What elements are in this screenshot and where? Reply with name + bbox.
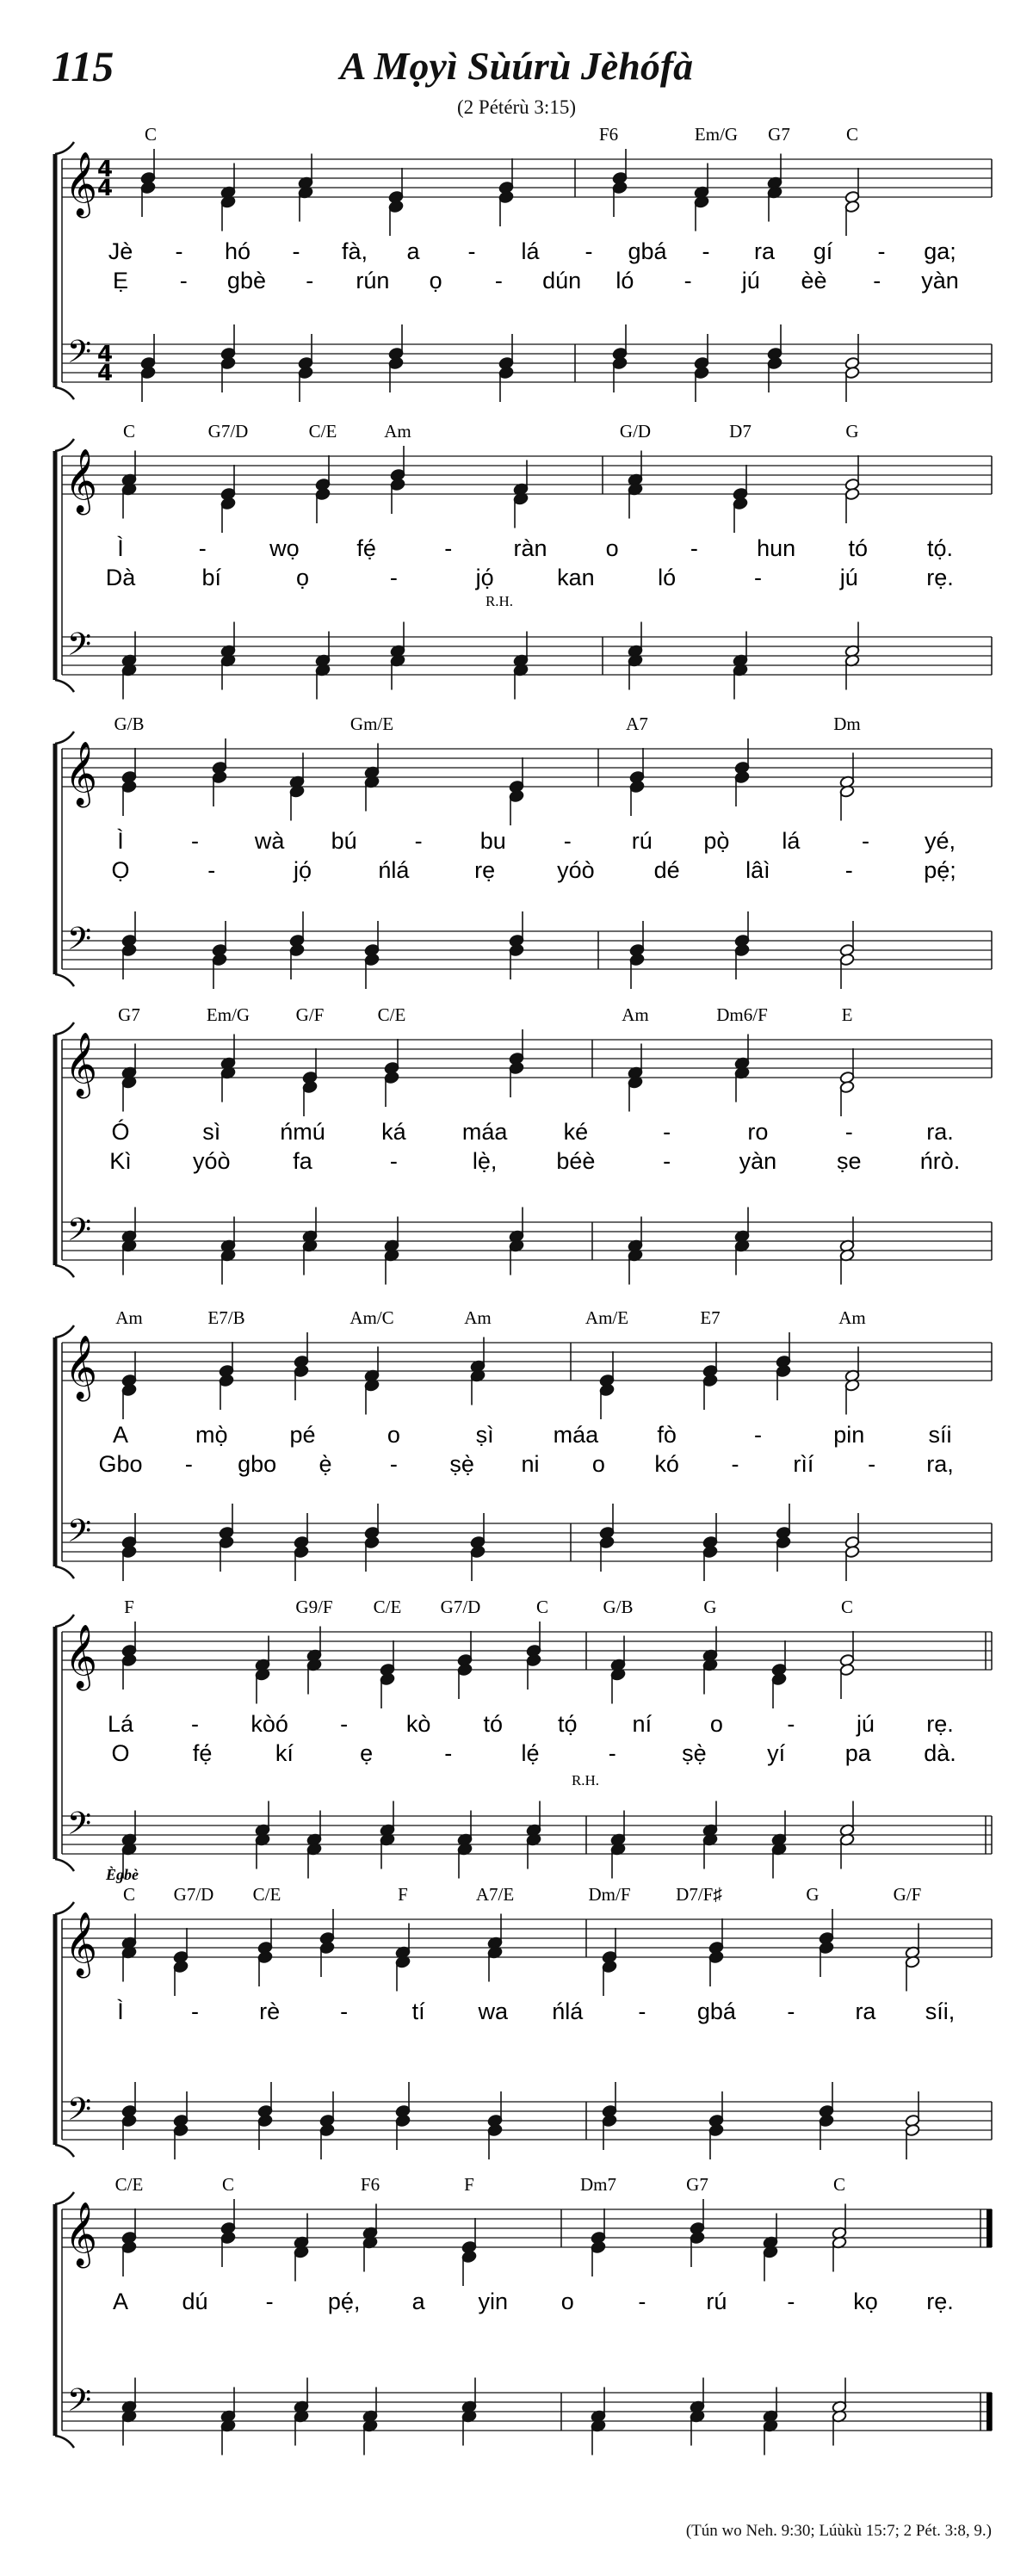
- lyric-syllable: yóò: [557, 857, 595, 883]
- chord-symbol: E: [841, 1004, 853, 1025]
- chord-symbol: G: [845, 421, 859, 442]
- lyric-syllable: kòó: [251, 1711, 288, 1737]
- lyric-hyphen: -: [663, 1119, 671, 1145]
- lyric-hyphen: -: [731, 1451, 739, 1477]
- lyric-syllable: rè: [259, 1998, 281, 2024]
- chord-symbol: G7: [118, 1004, 140, 1025]
- treble-clef: 𝄞: [65, 152, 97, 216]
- lyric-syllable: sì: [202, 1119, 221, 1145]
- scripture-reference: (2 Pétérù 3:15): [457, 96, 576, 118]
- chord-symbol: C/E: [252, 1884, 281, 1905]
- treble-clef: 𝄞: [65, 1336, 97, 1399]
- lyric-hyphen: -: [444, 535, 453, 561]
- footer-references: (Tún wo Neh. 9:30; Lúùkù 15:7; 2 Pét. 3:8, 9.): [685, 2522, 992, 2540]
- lyric-syllable: yóò: [193, 1148, 231, 1174]
- chord-symbol: G7: [686, 2174, 708, 2195]
- lyric-hyphen: -: [444, 1740, 453, 1766]
- lyric-syllable: ké: [563, 1119, 589, 1145]
- lyric-syllable: kan: [557, 565, 595, 590]
- lyric-hyphen: -: [467, 238, 476, 264]
- lyric-hyphen: -: [844, 1119, 853, 1145]
- lyric-hyphen: -: [494, 268, 503, 293]
- lyric-syllable: lâì: [745, 857, 770, 883]
- lyric-syllable: hó: [224, 238, 251, 264]
- right-hand-mark: R.H.: [571, 1772, 600, 1788]
- bracket-bottom-hook: [55, 387, 74, 399]
- lyric-hyphen: -: [179, 268, 188, 293]
- lyric-syllable: dé: [653, 857, 680, 883]
- lyric-syllable: ra: [753, 238, 776, 264]
- lyric-hyphen: -: [877, 238, 886, 264]
- lyric-hyphen: -: [389, 1148, 398, 1174]
- bracket-bottom-hook: [55, 680, 74, 692]
- lyric-syllable: kọ: [853, 2289, 878, 2314]
- lyric-syllable: yàn: [921, 268, 959, 293]
- chord-symbol: A7: [626, 713, 648, 734]
- lyric-hyphen: -: [585, 238, 593, 264]
- lyric-syllable: pé: [289, 1422, 316, 1448]
- lyric-syllable: rẹ.: [926, 1711, 954, 1737]
- chord-symbol: G7/D: [207, 421, 249, 442]
- lyric-syllable: tọ́.: [926, 535, 954, 561]
- lyric-hyphen: -: [175, 238, 183, 264]
- right-hand-mark: R.H.: [485, 593, 514, 609]
- chord-symbol: G7/D: [173, 1884, 214, 1905]
- lyric-syllable: wa: [478, 1998, 508, 2024]
- time-signature-bottom: 4: [96, 176, 114, 201]
- lyric-hyphen: -: [191, 1998, 200, 2024]
- chord-symbol: D7: [729, 421, 752, 442]
- lyric-syllable: Ì: [117, 828, 124, 854]
- lyric-syllable: Ì: [117, 535, 124, 561]
- music-system: [55, 1597, 992, 1879]
- lyric-syllable: ló: [615, 268, 634, 293]
- lyric-syllable: pa: [844, 1740, 871, 1766]
- lyric-syllable: hun: [757, 535, 796, 561]
- lyric-syllable: Jè: [108, 238, 133, 264]
- chord-symbol: G: [806, 1884, 820, 1905]
- lyric-syllable: èè: [801, 268, 827, 293]
- lyric-syllable: ńlá: [552, 1998, 584, 2024]
- lyric-syllable: jú: [856, 1711, 875, 1737]
- chord-symbol: C/E: [373, 1597, 402, 1617]
- chord-symbol: C: [535, 1597, 549, 1617]
- treble-clef: 𝄞: [65, 742, 97, 806]
- treble-clef: 𝄞: [65, 1625, 97, 1689]
- chord-symbol: C: [845, 124, 859, 145]
- lyric-hyphen: -: [753, 565, 762, 590]
- treble-staff: [62, 2209, 992, 2247]
- lyric-syllable: wà: [254, 828, 285, 854]
- lyric-syllable: lẹ́: [521, 1740, 540, 1766]
- lyric-syllable: o: [605, 535, 619, 561]
- time-signature-top: 4: [96, 157, 114, 182]
- treble-staff: [62, 1919, 992, 1957]
- chord-symbol: F6: [598, 124, 619, 145]
- chord-symbol: G9/F: [295, 1597, 333, 1617]
- chord-symbol: E7: [700, 1307, 721, 1328]
- lyric-syllable: A: [112, 2289, 129, 2314]
- hymn-title: A Mọyì Sùúrù Jèhófà: [339, 44, 694, 88]
- chord-symbol: G7: [768, 124, 790, 145]
- lyric-hyphen: -: [868, 1451, 876, 1477]
- chord-symbol: E7/B: [207, 1307, 245, 1328]
- bass-staff: [62, 1816, 992, 1854]
- lyric-hyphen: -: [191, 1711, 200, 1737]
- lyric-syllable: dà.: [924, 1740, 956, 1766]
- lyric-syllable: ràn: [513, 535, 547, 561]
- music-system: [55, 421, 992, 700]
- lyric-syllable: lá: [782, 828, 801, 854]
- lyric-syllable: a: [411, 2289, 425, 2314]
- lyric-syllable: lá: [521, 238, 540, 264]
- chord-symbol: G/D: [619, 421, 652, 442]
- lyric-syllable: béè: [556, 1148, 596, 1174]
- lyric-syllable: o: [709, 1711, 723, 1737]
- chord-symbol: Am: [384, 421, 411, 442]
- chord-symbol: C/E: [114, 2174, 144, 2195]
- chord-symbol: C/E: [308, 421, 337, 442]
- lyric-syllable: wọ: [269, 535, 300, 561]
- lyric-syllable: tó: [483, 1711, 503, 1737]
- bass-staff: [62, 2393, 992, 2431]
- lyric-syllable: pẹ́,: [327, 2289, 361, 2314]
- chord-symbol: Gm/E: [349, 713, 394, 734]
- lyric-hyphen: -: [340, 1998, 349, 2024]
- chord-symbol: Em/G: [206, 1004, 251, 1025]
- lyric-syllable: fà,: [341, 238, 368, 264]
- chord-symbol: C: [144, 124, 158, 145]
- treble-clef: 𝄞: [65, 449, 97, 513]
- final-barline: [987, 2393, 992, 2431]
- lyric-syllable: a: [406, 238, 420, 264]
- bracket-bottom-hook: [55, 1566, 74, 1578]
- chord-symbol: G/B: [603, 1597, 634, 1617]
- bracket-bottom-hook: [55, 1265, 74, 1277]
- lyric-syllable: o: [591, 1451, 605, 1477]
- lyric-syllable: ṣẹ̀: [449, 1451, 474, 1477]
- lyric-syllable: Ì: [117, 1998, 124, 2024]
- chord-symbol: Am: [464, 1307, 492, 1328]
- bass-clef: 𝄢: [66, 627, 92, 670]
- bass-clef: 𝄢: [66, 334, 92, 378]
- lyric-hyphen: -: [690, 535, 698, 561]
- lyric-syllable: ní: [632, 1711, 653, 1737]
- lyric-syllable: ẹ̀: [319, 1451, 332, 1477]
- hymn-number: 115: [52, 42, 114, 90]
- chord-symbol: Am: [838, 1307, 866, 1328]
- lyric-syllable: yé,: [924, 828, 956, 854]
- chord-symbol: Am: [115, 1307, 143, 1328]
- lyric-syllable: rẹ.: [926, 2289, 954, 2314]
- lyric-syllable: pọ̀: [703, 828, 730, 854]
- lyric-syllable: gbá: [696, 1998, 736, 2024]
- lyric-syllable: ńlá: [378, 857, 410, 883]
- lyric-hyphen: -: [340, 1711, 349, 1737]
- lyric-hyphen: -: [207, 857, 216, 883]
- chord-symbol: G/F: [893, 1884, 922, 1905]
- lyric-syllable: rún: [356, 268, 390, 293]
- lyric-syllable: kí: [275, 1740, 294, 1766]
- chord-symbol: Am/C: [349, 1307, 394, 1328]
- lyric-syllable: jọ́: [475, 565, 494, 590]
- bracket-bottom-hook: [55, 1859, 74, 1871]
- chord-symbol: G/F: [295, 1004, 325, 1025]
- chord-symbol: G/B: [114, 713, 145, 734]
- lyric-syllable: ga;: [924, 238, 956, 264]
- music-system: [55, 2174, 992, 2456]
- lyric-syllable: o: [387, 1422, 400, 1448]
- lyric-syllable: Ẹ: [112, 268, 129, 293]
- lyric-syllable: jú: [741, 268, 760, 293]
- lyric-syllable: ṣì: [475, 1422, 494, 1448]
- lyric-syllable: ra.: [926, 1119, 954, 1145]
- music-system: [55, 1307, 992, 1581]
- lyric-syllable: máa: [461, 1119, 508, 1145]
- lyric-syllable: fẹ́: [192, 1740, 213, 1766]
- lyric-hyphen: -: [389, 565, 398, 590]
- lyric-hyphen: -: [292, 238, 300, 264]
- chord-symbol: Am: [622, 1004, 649, 1025]
- lyric-syllable: tí: [411, 1998, 425, 2024]
- lyric-syllable: gí: [813, 238, 833, 264]
- lyric-syllable: fẹ́: [356, 535, 376, 561]
- lyric-syllable: bú: [331, 828, 357, 854]
- lyric-hyphen: -: [787, 1998, 795, 2024]
- treble-clef: 𝄞: [65, 1033, 97, 1096]
- lyric-syllable: yin: [478, 2289, 508, 2314]
- lyric-hyphen: -: [844, 857, 853, 883]
- music-system: [55, 1865, 992, 2159]
- bass-clef: 𝄢: [66, 921, 92, 965]
- lyric-syllable: gbè: [226, 268, 266, 293]
- lyric-syllable: kò: [405, 1711, 431, 1737]
- music-system: [55, 124, 992, 402]
- chord-symbol: Dm: [833, 713, 861, 734]
- lyric-syllable: ló: [658, 565, 677, 590]
- lyric-syllable: Ọ: [111, 857, 130, 883]
- lyric-syllable: mọ̀: [195, 1422, 228, 1448]
- lyric-syllable: fò: [657, 1422, 677, 1448]
- lyric-syllable: ọ: [296, 565, 310, 590]
- lyric-syllable: ra,: [926, 1451, 954, 1477]
- lyric-syllable: rẹ: [474, 857, 496, 883]
- lyric-hyphen: -: [198, 535, 207, 561]
- bass-clef: 𝄢: [66, 1806, 92, 1850]
- lyric-syllable: ńmú: [280, 1119, 325, 1145]
- lyric-hyphen: -: [753, 1422, 762, 1448]
- chord-symbol: G: [703, 1597, 717, 1617]
- lyric-hyphen: -: [638, 2289, 646, 2314]
- lyric-syllable: lẹ̀,: [472, 1148, 498, 1174]
- lyric-syllable: síi: [928, 1422, 952, 1448]
- lyric-syllable: síi,: [925, 1998, 956, 2024]
- lyric-syllable: ńrò.: [919, 1148, 961, 1174]
- lyric-hyphen: -: [663, 1148, 671, 1174]
- lyric-syllable: jú: [839, 565, 858, 590]
- lyric-hyphen: -: [389, 1451, 398, 1477]
- treble-clef: 𝄞: [65, 2202, 97, 2266]
- chord-symbol: A7/E: [475, 1884, 515, 1905]
- lyric-hyphen: -: [414, 828, 423, 854]
- bass-clef: 𝄢: [66, 1212, 92, 1256]
- lyric-syllable: yí: [767, 1740, 786, 1766]
- lyric-hyphen: -: [702, 238, 710, 264]
- lyric-syllable: o: [560, 2289, 574, 2314]
- chord-symbol: Dm/F: [588, 1884, 631, 1905]
- lyric-syllable: ro: [747, 1119, 769, 1145]
- chord-symbol: C/E: [377, 1004, 406, 1025]
- treble-clef: 𝄞: [65, 1912, 97, 1976]
- lyric-syllable: Kì: [109, 1148, 132, 1174]
- chord-symbol: C: [122, 421, 136, 442]
- chord-symbol: C: [840, 1597, 854, 1617]
- chord-symbol: Dm6/F: [716, 1004, 768, 1025]
- lyric-hyphen: -: [638, 1998, 646, 2024]
- chord-symbol: F: [124, 1597, 134, 1617]
- chord-symbol: D7/F♯: [676, 1884, 722, 1905]
- chord-symbol: G7/D: [440, 1597, 481, 1617]
- lyric-syllable: tó: [848, 535, 869, 561]
- lyric-syllable: ṣẹ̀: [682, 1740, 707, 1766]
- chord-symbol: C: [832, 2174, 846, 2195]
- bracket-bottom-hook: [55, 2436, 74, 2448]
- lyric-syllable: Lá: [107, 1711, 134, 1737]
- lyric-hyphen: -: [306, 268, 314, 293]
- chord-symbol: C: [221, 2174, 235, 2195]
- chord-symbol: F6: [360, 2174, 380, 2195]
- lyric-hyphen: -: [787, 1711, 795, 1737]
- lyric-hyphen: -: [608, 1740, 616, 1766]
- bass-clef: 𝄢: [66, 1513, 92, 1557]
- time-signature-bottom: 4: [96, 361, 114, 386]
- lyric-syllable: gbo: [238, 1451, 277, 1477]
- lyric-hyphen: -: [265, 2289, 274, 2314]
- lyric-syllable: O: [111, 1740, 130, 1766]
- lyric-syllable: ni: [521, 1451, 540, 1477]
- lyric-syllable: Ó: [111, 1119, 130, 1145]
- chord-symbol: Em/G: [694, 124, 739, 145]
- music-system: [55, 1004, 992, 1285]
- chord-symbol: Dm7: [580, 2174, 616, 2195]
- lyric-hyphen: -: [787, 2289, 795, 2314]
- chord-symbol: C: [122, 1884, 136, 1905]
- lyric-hyphen: -: [184, 1451, 193, 1477]
- chord-symbol: F: [464, 2174, 474, 2195]
- lyric-syllable: rẹ.: [926, 565, 954, 590]
- lyric-syllable: ra: [855, 1998, 876, 2024]
- lyric-syllable: ẹ: [360, 1740, 374, 1766]
- treble-staff: [62, 1040, 992, 1078]
- lyric-syllable: yàn: [739, 1148, 777, 1174]
- final-barline: [987, 2209, 992, 2247]
- lyric-hyphen: -: [563, 828, 572, 854]
- lyric-syllable: A: [112, 1422, 129, 1448]
- bass-clef: 𝄢: [66, 2091, 92, 2135]
- bass-staff: [62, 2102, 992, 2140]
- lyric-syllable: jọ́: [294, 857, 312, 883]
- lyric-syllable: pin: [833, 1422, 865, 1448]
- lyric-hyphen: -: [684, 268, 692, 293]
- chord-symbol: Am/E: [585, 1307, 629, 1328]
- lyric-syllable: Dà: [105, 565, 136, 590]
- lyric-syllable: dú: [182, 2289, 208, 2314]
- time-signature-top: 4: [96, 342, 114, 368]
- lyric-syllable: dún: [542, 268, 582, 293]
- lyric-syllable: rú: [706, 2289, 727, 2314]
- lyric-syllable: ọ: [429, 268, 442, 293]
- lyric-syllable: gbá: [628, 238, 667, 264]
- lyric-syllable: ṣe: [836, 1148, 862, 1174]
- lyric-hyphen: -: [861, 828, 869, 854]
- music-system: [55, 713, 992, 989]
- bracket-bottom-hook: [55, 2145, 74, 2157]
- lyric-syllable: ká: [381, 1119, 406, 1145]
- lyric-syllable: pẹ́;: [924, 857, 956, 883]
- lyric-syllable: bí: [201, 565, 222, 590]
- lyric-syllable: kó: [654, 1451, 679, 1477]
- lyric-syllable: máa: [553, 1422, 599, 1448]
- chord-symbol: F: [398, 1884, 408, 1905]
- bracket-bottom-hook: [55, 974, 74, 986]
- lyric-syllable: rú: [631, 828, 653, 854]
- lyric-syllable: Gbo: [98, 1451, 143, 1477]
- lyric-syllable: bu: [479, 828, 506, 854]
- lyric-hyphen: -: [191, 828, 200, 854]
- lyric-syllable: tọ́: [558, 1711, 578, 1737]
- lyric-hyphen: -: [873, 268, 881, 293]
- lyric-syllable: rìí: [793, 1451, 814, 1477]
- bass-clef: 𝄢: [66, 2382, 92, 2426]
- lyric-syllable: fa: [293, 1148, 312, 1174]
- chorus-label: Ègbè: [106, 1866, 139, 1883]
